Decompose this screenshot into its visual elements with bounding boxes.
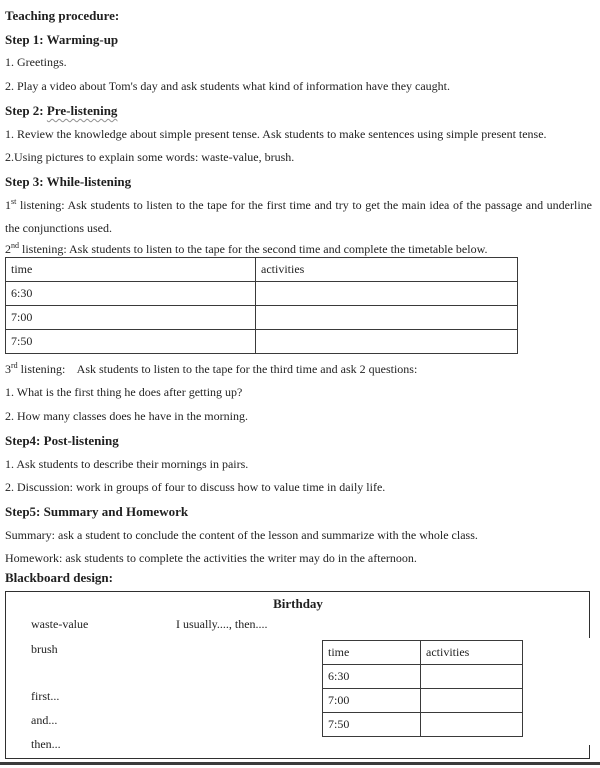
first-listening-ordinal: 1	[5, 197, 11, 212]
heading-step2	[5, 99, 592, 123]
second-listening-ordinal: 2	[5, 242, 11, 257]
blackboard-note-brush: brush	[31, 641, 58, 656]
second-listening-text: listening: Ask students to listen to the tape for the second time and complete the timetable below.	[19, 242, 488, 257]
line-review-tense: 1. Review the knowledge about simple present tense. Ask students to make sentences using simple present tense.	[5, 126, 547, 141]
window-bottom-edge	[0, 762, 600, 765]
line-question2: 2. How many classes does he have in the morning.	[5, 409, 248, 424]
blackboard-note-then: then...	[31, 736, 61, 751]
cell-time: 6:30	[323, 664, 421, 688]
third-listening-ordinal-suffix: rd	[11, 360, 18, 370]
cell-activity	[421, 688, 523, 712]
first-listening-ordinal-suffix: st	[11, 196, 17, 206]
second-listening-ordinal-suffix: nd	[11, 241, 19, 251]
header-cell-time: time	[6, 257, 256, 281]
line-question1: 1. What is the first thing he does after getting up?	[5, 385, 243, 400]
listening-timetable	[5, 257, 518, 354]
line-greetings: 1. Greetings.	[5, 55, 67, 70]
box-right-border-bottom-segment	[589, 745, 590, 758]
table-header-row	[323, 640, 523, 664]
line-describe-mornings: 1. Ask students to describe their mornings in pairs.	[5, 456, 249, 471]
table-row	[323, 712, 523, 736]
line-using-pictures: 2.Using pictures to explain some words: waste-value, brush.	[5, 150, 295, 165]
first-listening-text: listening: Ask students to listen to the tape for the first time and try to get the main idea of the passage and underline the conjunctions used.	[5, 197, 592, 236]
blackboard-note-and: and...	[31, 712, 58, 727]
cell-time: 7:00	[6, 305, 256, 329]
cell-activity	[256, 281, 518, 305]
line-first-listening	[5, 194, 592, 241]
blackboard-note-waste-value: waste-value	[31, 616, 89, 631]
line-play-video: 2. Play a video about Tom's day and ask students what kind of information have they caught.	[5, 79, 451, 94]
header-cell-time: time	[323, 640, 421, 664]
header-cell-activities: activities	[421, 640, 523, 664]
line-third-listening	[5, 358, 592, 382]
table-row	[6, 329, 518, 353]
step2-prelistening-spellcheck: Pre-listening	[46, 102, 118, 118]
cell-time: 7:50	[323, 712, 421, 736]
line-discussion: 2. Discussion: work in groups of four to discuss how to value time in daily life.	[5, 480, 386, 495]
line-homework: Homework: ask students to complete the activities the writer may do in the afternoon.	[5, 551, 417, 566]
cell-activity	[256, 305, 518, 329]
heading-blackboard-design: Blackboard design:	[5, 570, 113, 586]
table-row	[6, 281, 518, 305]
third-listening-text: listening: Ask students to listen to the tape for the third time and ask 2 questions:	[17, 361, 418, 376]
line-summary: Summary: ask a student to conclude the content of the lesson and summarize with the whole class.	[5, 527, 478, 542]
heading-step5: Step5: Summary and Homework	[5, 503, 189, 519]
table-row	[6, 305, 518, 329]
heading-step4: Step4: Post-listening	[5, 432, 119, 448]
blackboard-note-first: first...	[31, 688, 60, 703]
blackboard-note-usually-then: I usually...., then....	[176, 616, 268, 631]
blackboard-timetable	[322, 640, 523, 737]
blackboard-design-box	[5, 591, 590, 759]
heading-step1: Step 1: Warming-up	[5, 31, 119, 47]
cell-activity	[256, 329, 518, 353]
step2-prefix: Step 2:	[5, 102, 47, 118]
blackboard-title: Birthday	[273, 595, 323, 611]
heading-teaching-procedure: Teaching procedure:	[5, 8, 120, 23]
table-row	[323, 688, 523, 712]
table-row	[323, 664, 523, 688]
cell-time: 7:00	[323, 688, 421, 712]
cell-activity	[421, 712, 523, 736]
heading-step3: Step 3: While-listening	[5, 173, 132, 189]
third-listening-ordinal: 3	[5, 361, 11, 376]
header-cell-activities: activities	[256, 257, 518, 281]
cell-time: 7:50	[6, 329, 256, 353]
cell-activity	[421, 664, 523, 688]
cell-time: 6:30	[6, 281, 256, 305]
